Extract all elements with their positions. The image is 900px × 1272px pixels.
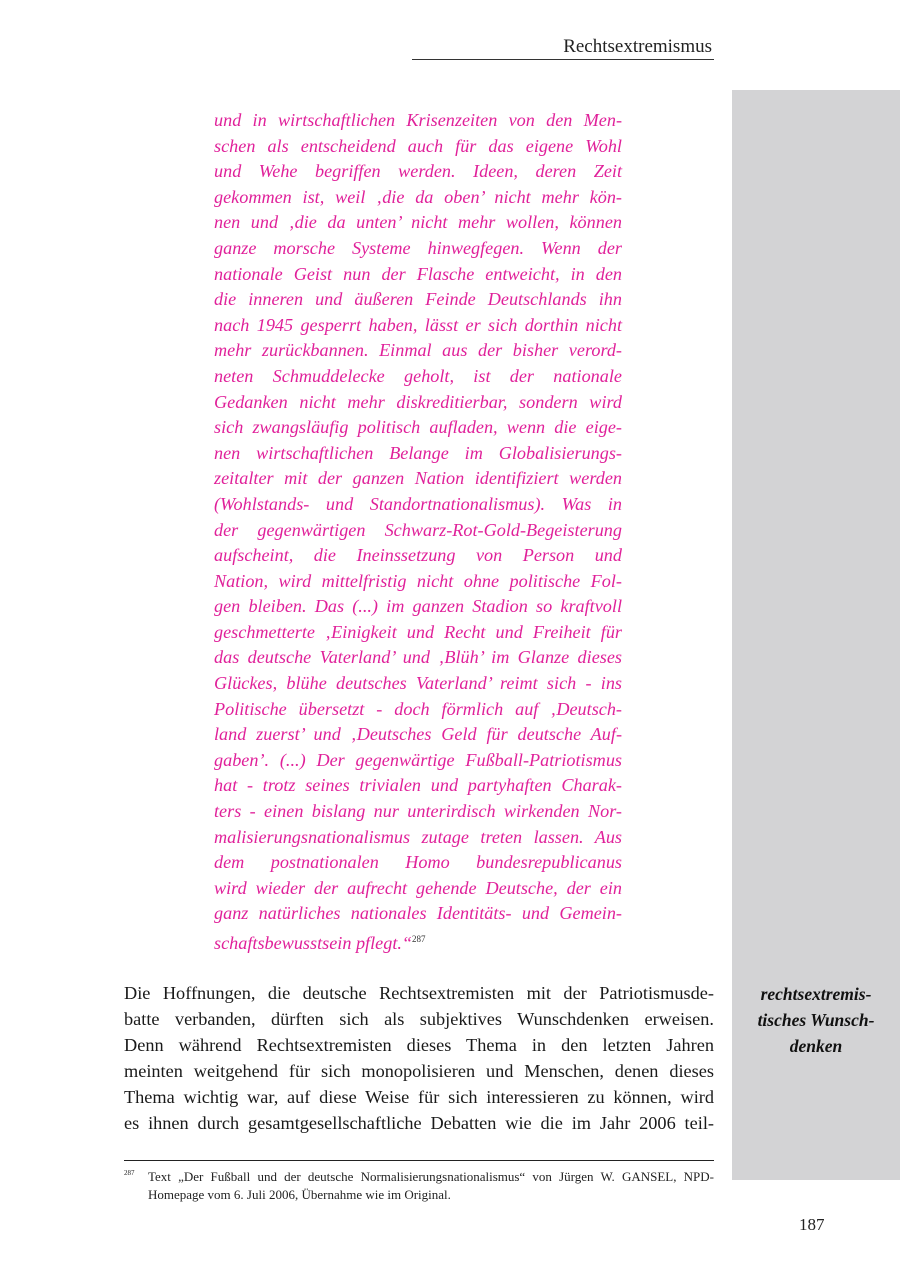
body-line: Denn während Rechtsextremisten dieses Thema in den letzten Jahren: [124, 1035, 714, 1055]
block-quote: [214, 108, 622, 953]
page-number: 187: [799, 1215, 825, 1234]
body-line: es ihnen durch gesamtgesellschaftliche Debatten wie die im Jahr 2006 teil-: [124, 1113, 714, 1133]
quote-line: das deutsche Vaterland’ und ‚Blüh’ im Glanze dieses: [214, 647, 622, 668]
body-line: Thema wichtig war, auf diese Weise für sich interessieren zu können, wird: [124, 1087, 714, 1107]
quote-line: hat - trotz seines trivialen und partyhaften Charak-: [214, 775, 622, 796]
quote-line: gaben’. (...) Der gegenwärtige Fußball-Patriotismus: [214, 749, 622, 770]
quote-line: Politische übersetzt - doch förmlich auf ‚Deutsch-: [214, 698, 622, 719]
quote-line: malisierungsnationalismus zutage treten lassen. Aus: [214, 826, 622, 847]
quote-line: schen als entscheidend auch für das eigene Wohl: [214, 135, 622, 156]
quote-line: nen und ‚die da unten’ nicht mehr wollen, können: [214, 212, 622, 233]
quote-line: die inneren und äußeren Feinde Deutschlands ihn: [214, 289, 622, 310]
footnote-line: Text „Der Fußball und der deutsche Normalisierungsnationalismus“ von Jürgen W. GANSEL, NPD-: [148, 1169, 714, 1184]
quote-line: Gedanken nicht mehr diskreditierbar, sondern wird: [214, 391, 622, 412]
footnote-reference[interactable]: 287: [412, 934, 426, 944]
quote-line: ganz natürliches nationales Identitäts- und Gemein-: [214, 903, 622, 924]
quote-line: nen wirtschaftlichen Belange im Globalisierungs-: [214, 442, 622, 463]
margin-note-line: denken: [789, 1036, 843, 1056]
quote-line: Nation, wird mittelfristig nicht ohne politische Fol-: [214, 570, 622, 591]
quote-last-text: schaftsbewusstsein pflegt.“: [214, 933, 413, 953]
quote-line: land zuerst’ und ‚Deutsches Geld für deutsche Auf-: [214, 724, 622, 745]
quote-last-line: [214, 927, 622, 953]
footnote: [124, 1168, 714, 1204]
quote-line: zeitalter mit der ganzen Nation identifiziert werden: [214, 468, 622, 489]
quote-line: und Wehe begriffen werden. Ideen, deren Zeit: [214, 161, 622, 182]
quote-line: und in wirtschaftlichen Krisenzeiten von den Men-: [214, 110, 622, 130]
body-line: Die Hoffnungen, die deutsche Rechtsextremisten mit der Patriotismusde-: [124, 983, 714, 1003]
body-line: meinten weitgehend für sich monopolisieren und Menschen, denen dieses: [124, 1061, 714, 1081]
quote-line: (Wohlstands- und Standortnationalismus). Was in: [214, 493, 622, 514]
footnote-number: 287: [124, 1169, 135, 1177]
quote-line: geschmetterte ‚Einigkeit und Recht und Freiheit für: [214, 621, 622, 642]
quote-line: neten Schmuddelecke geholt, ist der nationale: [214, 365, 622, 386]
margin-note-line: rechtsextremis-: [760, 984, 872, 1004]
header-rule: [412, 59, 714, 60]
quote-line: der gegenwärtigen Schwarz-Rot-Gold-Begeisterung: [214, 519, 622, 540]
quote-line: aufscheint, die Ineinssetzung von Person und: [214, 545, 622, 566]
footnote-rule: [124, 1160, 714, 1161]
footnote-text: [148, 1168, 714, 1204]
quote-line: wird wieder der aufrecht gehende Deutsche, der ein: [214, 877, 622, 898]
quote-line: gen bleiben. Das (...) im ganzen Stadion so kraftvoll: [214, 596, 622, 617]
body-line: batte verbanden, dürften sich als subjektives Wunschdenken erweisen.: [124, 1009, 714, 1029]
running-header: Rechtsextremismus: [563, 36, 712, 57]
quote-line: nationale Geist nun der Flasche entweicht, in den: [214, 263, 622, 284]
quote-line: ganze morsche Systeme hinwegfegen. Wenn der: [214, 237, 622, 258]
quote-line: mehr zurückbannen. Einmal aus der bisher verord-: [214, 340, 622, 361]
quote-line: sich zwangsläufig politisch aufladen, wenn die eige-: [214, 417, 622, 438]
body-paragraph: [124, 980, 714, 1136]
footnote-line: Homepage vom 6. Juli 2006, Übernahme wie im Original.: [148, 1187, 451, 1202]
quote-line: gekommen ist, weil ‚die da oben’ nicht mehr kön-: [214, 186, 622, 207]
quote-line: nach 1945 gesperrt haben, lässt er sich dorthin nicht: [214, 314, 622, 335]
margin-note-line: tisches Wunsch-: [757, 1010, 875, 1030]
quote-line: dem postnationalen Homo bundesrepublicanus: [214, 852, 622, 873]
quote-line: ters - einen bislang nur unterirdisch wirkenden Nor-: [214, 801, 622, 822]
quote-line: Glückes, blühe deutsches Vaterland’ reimt sich - ins: [214, 673, 622, 694]
margin-note: [744, 981, 888, 1059]
